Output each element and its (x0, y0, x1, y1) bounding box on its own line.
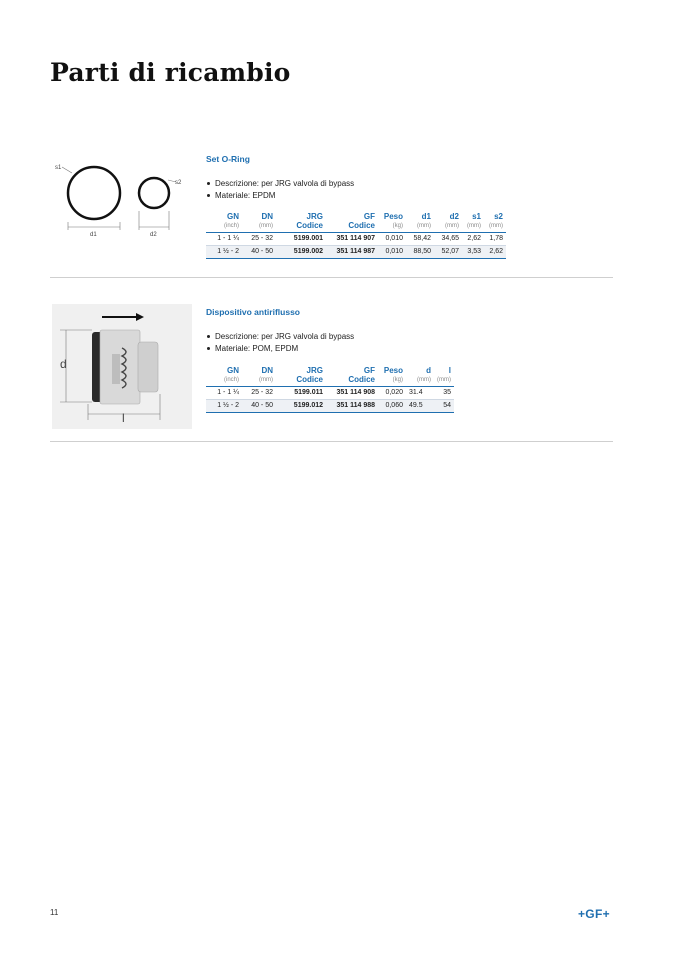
section-divider (50, 277, 613, 278)
table-cell: 35 (434, 387, 454, 400)
table-cell: 1 ½ - 2 (206, 246, 242, 259)
table-cell: 25 - 32 (242, 387, 276, 400)
unit-s2: (mm) (484, 222, 506, 233)
spec-table-antiriflusso (206, 366, 454, 413)
unit-gn: (inch) (206, 222, 242, 233)
table-cell: 40 - 50 (242, 246, 276, 259)
table-cell: 351 114 908 (326, 387, 378, 400)
unit-dn: (mm) (242, 222, 276, 233)
table-cell: 0,010 (378, 233, 406, 246)
table-cell: 1 ½ - 2 (206, 400, 242, 413)
table-cell: 0,060 (378, 400, 406, 413)
label-d: d (60, 357, 67, 371)
col-dn: DN (261, 212, 273, 221)
col-jrg: JRG (306, 366, 323, 375)
unit-d1: (mm) (406, 222, 434, 233)
table-cell: 49.5 (406, 400, 434, 413)
brand-logo: +GF+ (578, 907, 610, 921)
table-row (206, 233, 506, 246)
table-cell: 0,020 (378, 387, 406, 400)
table-cell: 1 - 1 ¼ (206, 387, 242, 400)
unit-s1: (mm) (462, 222, 484, 233)
unit-d2: (mm) (434, 222, 462, 233)
sub-jrg: Codice (276, 376, 326, 387)
description-list (206, 178, 354, 201)
sub-jrg: Codice (276, 222, 326, 233)
col-jrg: JRG (306, 212, 323, 221)
table-row (206, 387, 454, 400)
col-gf: GF (363, 212, 375, 221)
table-cell: 5199.001 (276, 233, 326, 246)
table-cell: 31.4 (406, 387, 434, 400)
col-peso: Peso (383, 366, 403, 375)
label-s2: s2 (175, 180, 182, 186)
section-antiriflusso (50, 300, 613, 445)
section-title: Set O-Ring (206, 154, 250, 164)
table-cell: 1 - 1 ¼ (206, 233, 242, 246)
unit-peso: (kg) (378, 376, 406, 387)
table-cell: 351 114 987 (326, 246, 378, 259)
spec-table-oring (206, 212, 506, 259)
col-peso: Peso (383, 212, 403, 221)
bullet-material: Materiale: POM, EPDM (206, 343, 354, 355)
table-cell: 88,50 (406, 246, 434, 259)
table-cell: 1,78 (484, 233, 506, 246)
section-title: Dispositivo antiriflusso (206, 307, 300, 317)
antiriflusso-drawing (52, 304, 192, 429)
table-cell: 34,65 (434, 233, 462, 246)
section-oring (50, 150, 613, 280)
table-row (206, 400, 454, 413)
table-cell: 0,010 (378, 246, 406, 259)
table-cell: 5199.002 (276, 246, 326, 259)
col-gf: GF (363, 366, 375, 375)
table-cell: 40 - 50 (242, 400, 276, 413)
label-s1: s1 (55, 165, 62, 171)
page-title: Parti di ricambio (50, 58, 291, 87)
description-list (206, 331, 354, 354)
sub-gf: Codice (326, 376, 378, 387)
bullet-description: Descrizione: per JRG valvola di bypass (206, 178, 354, 190)
col-s1: s1 (472, 212, 481, 221)
col-dn: DN (261, 366, 273, 375)
unit-peso: (kg) (378, 222, 406, 233)
sub-gf: Codice (326, 222, 378, 233)
table-cell: 2,62 (484, 246, 506, 259)
page-number: 11 (50, 908, 59, 917)
oring-large-icon (68, 167, 120, 219)
col-s2: s2 (494, 212, 503, 221)
col-d2: d2 (449, 212, 459, 221)
col-gn: GN (227, 212, 239, 221)
unit-l: (mm) (434, 376, 454, 387)
unit-d: (mm) (406, 376, 434, 387)
col-d1: d1 (421, 212, 431, 221)
section-divider (50, 441, 613, 442)
table-cell: 58,42 (406, 233, 434, 246)
bullet-material: Materiale: EPDM (206, 190, 354, 202)
col-l: l (448, 366, 451, 375)
unit-dn: (mm) (242, 376, 276, 387)
label-d1: d1 (90, 232, 97, 238)
oring-drawing (54, 156, 184, 241)
col-gn: GN (227, 366, 239, 375)
table-cell: 5199.012 (276, 400, 326, 413)
table-cell: 54 (434, 400, 454, 413)
table-cell: 2,62 (462, 233, 484, 246)
table-cell: 3,53 (462, 246, 484, 259)
table-cell: 52,07 (434, 246, 462, 259)
table-cell: 25 - 32 (242, 233, 276, 246)
table-cell: 5199.011 (276, 387, 326, 400)
col-d: d (426, 366, 431, 375)
label-d2: d2 (150, 232, 157, 238)
table-cell: 351 114 988 (326, 400, 378, 413)
bullet-description: Descrizione: per JRG valvola di bypass (206, 331, 354, 343)
unit-gn: (inch) (206, 376, 242, 387)
label-l: l (122, 411, 125, 425)
table-cell: 351 114 907 (326, 233, 378, 246)
oring-small-icon (139, 178, 169, 208)
table-row (206, 246, 506, 259)
